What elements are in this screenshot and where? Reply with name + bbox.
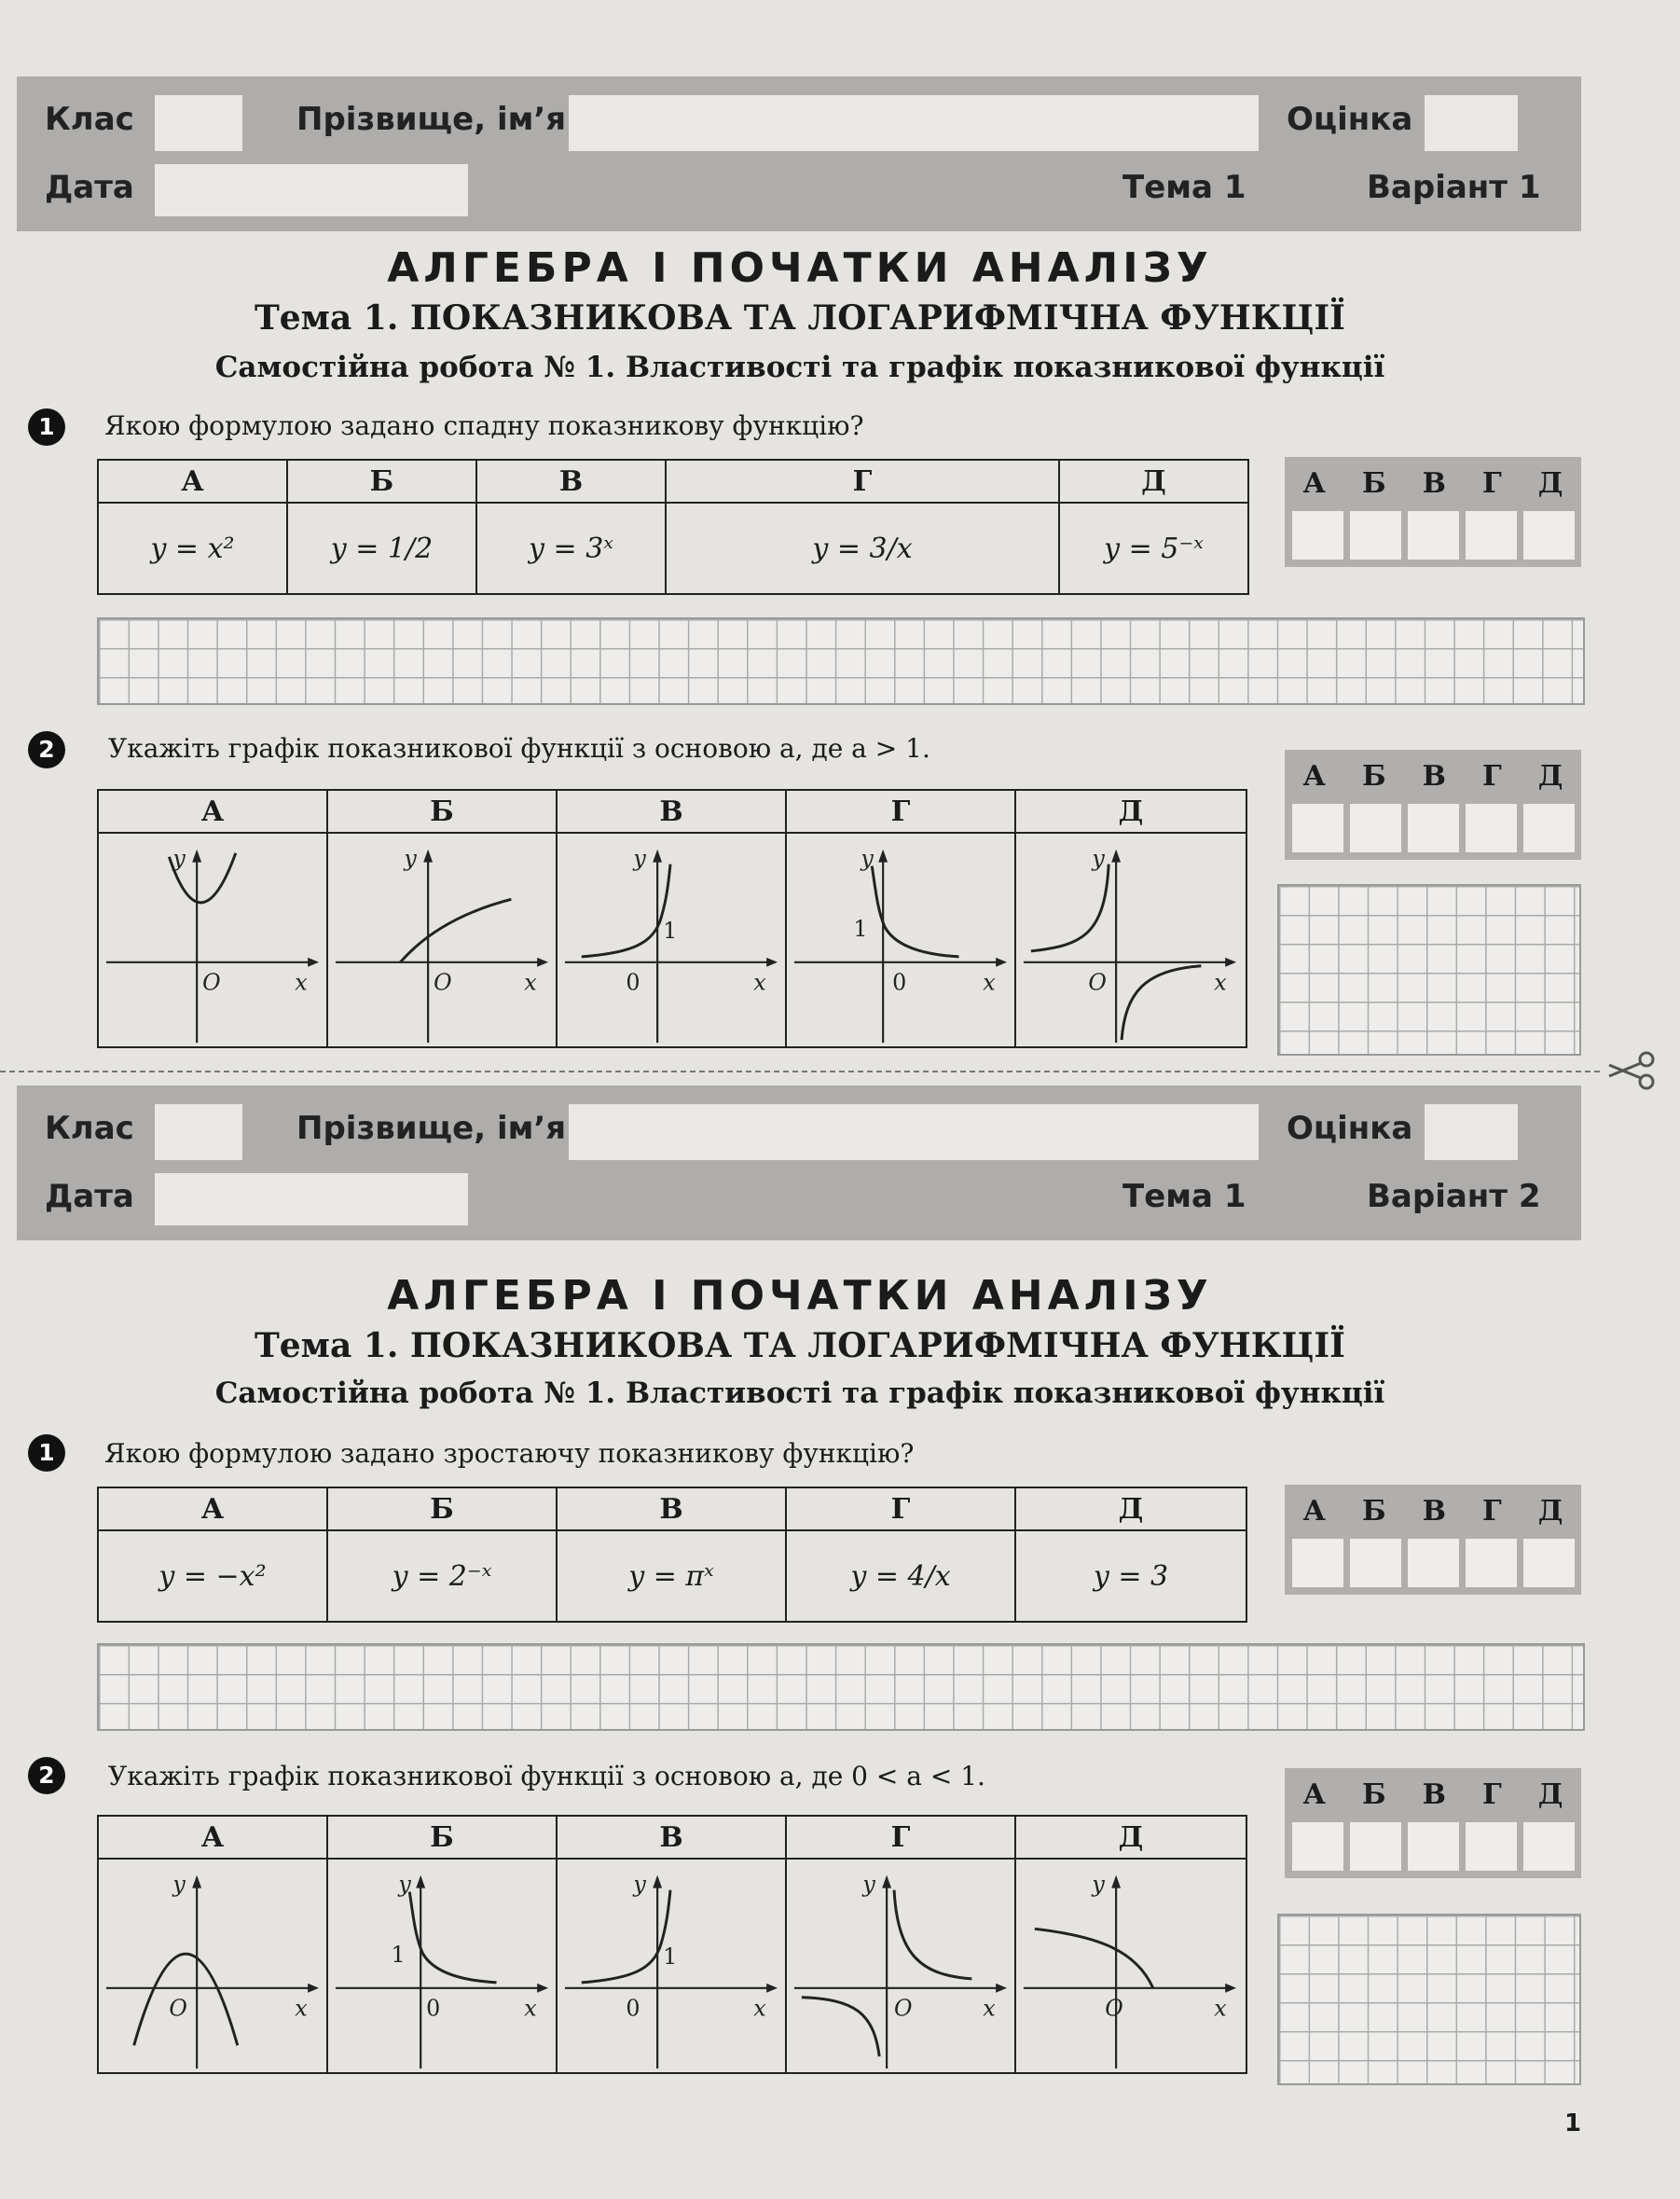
origin-label: 0 [426, 1995, 441, 2022]
answer-letter: Б [1361, 466, 1386, 500]
x-axis-label: x [1214, 1995, 1227, 2022]
question-text: Якою формулою задано спадну показникову функцію? [104, 410, 864, 441]
graph-hyperbola-positive [787, 1860, 1014, 2072]
graph-cell [98, 1859, 327, 2073]
option-letter: В [557, 1816, 786, 1859]
answer-cell[interactable] [1523, 1822, 1575, 1871]
answer-box [1285, 1485, 1581, 1595]
answer-cell[interactable] [1408, 511, 1459, 560]
answer-cell[interactable] [1350, 1539, 1401, 1587]
answer-letter: А [1302, 759, 1326, 793]
question-text: Укажіть графік показникової функції з основою a, де 0 < a < 1. [108, 1761, 985, 1791]
answer-cell[interactable] [1523, 804, 1575, 852]
option-letter: Г [786, 1487, 1015, 1530]
answer-cell[interactable] [1523, 1539, 1575, 1587]
option-letter: Г [666, 460, 1059, 503]
y-axis-label: y [1092, 845, 1105, 872]
x-axis-label: x [983, 1995, 996, 2022]
option-letter: А [98, 460, 287, 503]
question-text: Укажіть графік показникової функції з основою a, де a > 1. [108, 733, 930, 764]
y-axis-label: y [861, 845, 874, 872]
origin-label: O [434, 969, 452, 996]
option-letter: А [98, 1487, 327, 1530]
subject-title: АЛГЕБРА І ПОЧАТКИ АНАЛІЗУ [387, 1272, 1213, 1320]
question-number: 1 [28, 1434, 65, 1472]
y-axis-label: y [172, 845, 186, 872]
option-letter: Б [327, 1816, 557, 1859]
intercept-label: 1 [663, 918, 678, 945]
option-formula: y = 4/x [786, 1530, 1015, 1622]
graph-cell [1015, 833, 1246, 1047]
answer-letter: А [1302, 1494, 1326, 1528]
x-axis-label: x [753, 1995, 766, 2022]
option-letter: Б [327, 1487, 557, 1530]
topic-title: Тема 1. ПОКАЗНИКОВА ТА ЛОГАРИФМІЧНА ФУНКЦІЇ [254, 1326, 1346, 1365]
answer-cell[interactable] [1466, 511, 1517, 560]
name-field[interactable] [569, 95, 1259, 151]
y-axis-label: y [633, 845, 646, 872]
option-letter: Б [287, 460, 476, 503]
question-text: Якою формулою задано зростаючу показникову функцію? [104, 1438, 915, 1469]
y-axis-label: y [862, 1871, 875, 1898]
option-formula: y = −x² [98, 1530, 327, 1622]
graphs-table [97, 1815, 1247, 2074]
grade-label: Оцінка [1287, 1110, 1413, 1147]
intercept-label: 1 [391, 1942, 406, 1969]
origin-label: O [1088, 969, 1107, 996]
origin-label: 0 [892, 969, 907, 996]
graph-decreasing-concave [1016, 1860, 1246, 2072]
intercept-label: 1 [663, 1943, 678, 1971]
graph-root-increasing [328, 834, 556, 1046]
graph-cell [327, 833, 557, 1047]
graph-exp-decreasing [787, 834, 1014, 1046]
option-formula: y = 5⁻ˣ [1059, 503, 1248, 594]
topic-label: Тема 1 [1122, 169, 1246, 206]
graphs-table [97, 789, 1247, 1048]
answer-letter: Г [1482, 1494, 1502, 1528]
class-label: Клас [45, 101, 134, 138]
name-label: Прізвище, ім’я [296, 1110, 567, 1147]
y-axis-label: y [398, 1871, 411, 1898]
x-axis-label: x [1214, 969, 1227, 996]
class-label: Клас [45, 1110, 134, 1147]
answer-cell[interactable] [1292, 1822, 1343, 1871]
work-grid[interactable] [1277, 884, 1581, 1056]
origin-label: O [202, 969, 221, 996]
option-letter: Г [786, 1816, 1015, 1859]
option-formula: y = 2⁻ˣ [327, 1530, 557, 1622]
header-variant-1 [17, 76, 1581, 231]
answer-letter: В [1422, 759, 1447, 793]
options-table [97, 459, 1249, 595]
variant-label: Варіант 2 [1367, 1178, 1541, 1215]
name-field[interactable] [569, 1104, 1259, 1160]
option-formula: y = 3 [1015, 1530, 1246, 1622]
answer-letter: В [1422, 466, 1447, 500]
option-formula: y = πˣ [557, 1530, 786, 1622]
answer-letter: Г [1482, 466, 1502, 500]
work-grid[interactable] [1277, 1914, 1581, 2085]
options-table [97, 1487, 1247, 1623]
option-letter: В [557, 790, 786, 833]
option-letter: А [98, 1816, 327, 1859]
grade-field[interactable] [1425, 95, 1518, 151]
answer-letter: Д [1537, 466, 1563, 500]
class-field[interactable] [155, 95, 242, 151]
graph-hyperbola-negative [1016, 834, 1246, 1046]
graph-cell [557, 833, 786, 1047]
intercept-label: 1 [853, 916, 868, 943]
option-formula: y = x² [98, 503, 287, 594]
work-title: Самостійна робота № 1. Властивості та графік показникової функції [214, 1376, 1385, 1410]
y-axis-label: y [633, 1871, 646, 1898]
answer-box [1285, 750, 1581, 860]
answer-letter: Д [1537, 1494, 1563, 1528]
option-formula: y = 3/x [666, 503, 1059, 594]
x-axis-label: x [524, 1995, 537, 2022]
answer-box [1285, 1768, 1581, 1878]
question-number: 2 [28, 1757, 65, 1794]
topic-title: Тема 1. ПОКАЗНИКОВА ТА ЛОГАРИФМІЧНА ФУНКЦІЇ [254, 298, 1346, 338]
answer-cell[interactable] [1292, 804, 1343, 852]
class-field[interactable] [155, 1104, 242, 1160]
origin-label: O [1105, 1995, 1123, 2022]
x-axis-label: x [983, 969, 996, 996]
question-number: 1 [28, 408, 65, 446]
answer-letter: А [1302, 466, 1326, 500]
y-axis-label: y [1092, 1871, 1105, 1898]
answer-cell[interactable] [1408, 804, 1459, 852]
answer-letter: Б [1361, 1777, 1386, 1811]
grade-label: Оцінка [1287, 101, 1413, 138]
option-letter: А [98, 790, 327, 833]
answer-letter: Г [1482, 1777, 1502, 1811]
x-axis-label: x [295, 1995, 308, 2022]
graph-parabola-down [99, 1860, 326, 2072]
x-axis-label: x [753, 969, 766, 996]
variant-label: Варіант 1 [1367, 169, 1541, 206]
answer-box [1285, 457, 1581, 567]
answer-letter: Б [1361, 1494, 1386, 1528]
option-letter: В [476, 460, 666, 503]
answer-letter: Д [1537, 1777, 1563, 1811]
answer-cell[interactable] [1466, 1822, 1517, 1871]
graph-exp-decreasing [328, 1860, 556, 2072]
graph-exp-increasing [558, 834, 785, 1046]
x-axis-label: x [295, 969, 308, 996]
origin-label: 0 [626, 969, 640, 996]
answer-cell[interactable] [1408, 1539, 1459, 1587]
option-letter: В [557, 1487, 786, 1530]
y-axis-label: y [172, 1871, 186, 1898]
x-axis-label: x [524, 969, 537, 996]
answer-letter: В [1422, 1777, 1447, 1811]
date-label: Дата [45, 169, 134, 206]
answer-letter: Г [1482, 759, 1502, 793]
option-letter: Д [1015, 1487, 1246, 1530]
graph-parabola-up [99, 834, 326, 1046]
work-title: Самостійна робота № 1. Властивості та графік показникової функції [214, 351, 1385, 384]
origin-label: O [169, 1995, 187, 2022]
answer-cell[interactable] [1466, 1539, 1517, 1587]
graph-cell [327, 1859, 557, 2073]
topic-label: Тема 1 [1122, 1178, 1246, 1215]
answer-cell[interactable] [1292, 1539, 1343, 1587]
graph-cell [786, 833, 1015, 1047]
option-formula: y = 1/2 [287, 503, 476, 594]
option-formula: y = 3ˣ [476, 503, 666, 594]
question-number: 2 [28, 731, 65, 768]
option-letter: Д [1015, 1816, 1246, 1859]
subject-title: АЛГЕБРА І ПОЧАТКИ АНАЛІЗУ [387, 244, 1213, 292]
work-grid[interactable] [97, 617, 1585, 705]
scissors-icon [1605, 1050, 1658, 1091]
option-letter: Г [786, 790, 1015, 833]
answer-letter: А [1302, 1777, 1326, 1811]
grade-field[interactable] [1425, 1104, 1518, 1160]
cut-line [0, 1071, 1600, 1072]
answer-cell[interactable] [1350, 1822, 1401, 1871]
graph-cell [1015, 1859, 1246, 2073]
answer-letter: В [1422, 1494, 1447, 1528]
date-field[interactable] [155, 164, 468, 216]
answer-cell[interactable] [1350, 511, 1401, 560]
option-letter: Б [327, 790, 557, 833]
graph-exp-increasing [558, 1860, 785, 2072]
answer-cell[interactable] [1408, 1822, 1459, 1871]
answer-letter: Д [1537, 759, 1563, 793]
date-field[interactable] [155, 1173, 468, 1225]
graph-cell [786, 1859, 1015, 2073]
origin-label: 0 [626, 1995, 640, 2022]
graph-cell [557, 1859, 786, 2073]
origin-label: O [894, 1995, 913, 2022]
answer-letter: Б [1361, 759, 1386, 793]
answer-cell[interactable] [1292, 511, 1343, 560]
header-variant-2 [17, 1086, 1581, 1240]
answer-cell[interactable] [1466, 804, 1517, 852]
date-label: Дата [45, 1178, 134, 1215]
answer-cell[interactable] [1523, 511, 1575, 560]
name-label: Прізвище, ім’я [296, 101, 567, 138]
option-letter: Д [1015, 790, 1246, 833]
option-letter: Д [1059, 460, 1248, 503]
work-grid[interactable] [97, 1643, 1585, 1731]
y-axis-label: y [404, 845, 417, 872]
graph-cell [98, 833, 327, 1047]
answer-cell[interactable] [1350, 804, 1401, 852]
page-number: 1 [1564, 2109, 1582, 2137]
